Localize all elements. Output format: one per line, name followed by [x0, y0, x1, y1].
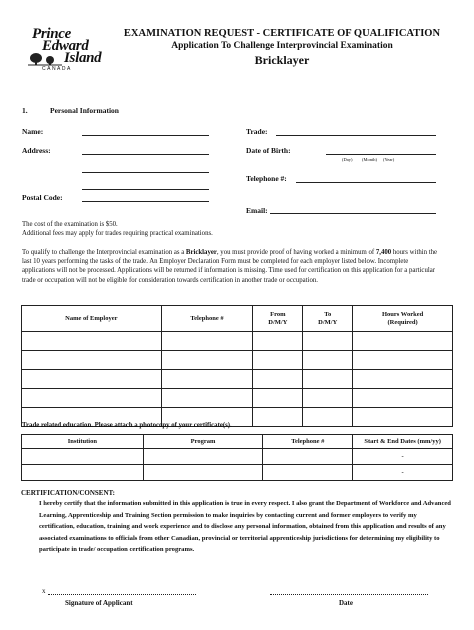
employer-col-hours: Hours Worked (Required) [353, 306, 453, 332]
email-field[interactable] [270, 213, 436, 214]
trade-field[interactable] [276, 135, 436, 136]
employer-col-to: To D/M/Y [303, 306, 353, 332]
employer-col-name: Name of Employer [22, 306, 162, 332]
form-title: EXAMINATION REQUEST - CERTIFICATE OF QUALIFICATION [123, 28, 441, 39]
instructions-hours: 7,400 [375, 249, 392, 256]
logo-text-line1: Prince [32, 26, 72, 42]
employer-col-telephone: Telephone # [161, 306, 253, 332]
logo-country: CANADA [42, 66, 72, 72]
form-subtitle: Application To Challenge Interprovincial Examination [171, 41, 393, 51]
dob-field[interactable] [326, 154, 436, 155]
address-field-line2[interactable] [82, 172, 209, 173]
dob-year-hint: (Year) [383, 157, 395, 162]
certification-title: CERTIFICATION/CONSENT: [21, 489, 116, 497]
table-row[interactable] [22, 351, 453, 370]
telephone-field[interactable] [296, 182, 436, 183]
trade-label: Trade: [246, 127, 268, 136]
name-label: Name: [22, 127, 44, 136]
education-col-dates: Start & End Dates (mm/yy) [353, 435, 453, 449]
date-field[interactable] [270, 594, 428, 595]
dob-label: Date of Birth: [246, 146, 291, 155]
certification-text: I hereby certify that the information submitted in this application is true in every respect. I also grant the Department of Workforce and Advanced Learning, Apprenticeship and Training Section permission to make inquiries by contacting current and former employers to verify my certification, education, training and work experience and to disclose any personal information, obtained from this application and results of any associated examinations to officials from other Canadian, provincial or territorial apprenticeship jurisdictions for determining my eligibility to participate in trade/ occupation certification programs. [39, 500, 451, 553]
logo-text-line2: Edward [42, 38, 89, 54]
section-title: Personal Information [50, 106, 119, 115]
address-field-line1[interactable] [82, 154, 209, 155]
instructions-post: hours within the last 10 years performing the tasks of the trade. An Employer Declaration Form must be completed for each employer listed below. Incomplete applications will not be processed. Applications will be returned if information is missing. Time used for certification on this application for a particular trade or occupation will not be eligible for consideration towards certification in another trade or occupation. [22, 249, 438, 284]
postal-code-field[interactable] [82, 201, 209, 202]
table-row[interactable] [22, 465, 453, 481]
date-label: Date [339, 599, 353, 607]
dob-day-hint: (Day) [342, 157, 353, 162]
signature-field[interactable] [48, 594, 196, 595]
table-row[interactable] [22, 332, 453, 351]
dob-month-hint: (Month) [362, 157, 377, 162]
instructions-text [22, 248, 442, 285]
address-label: Address: [22, 146, 51, 155]
address-field-line3[interactable] [82, 189, 209, 190]
instructions-mid: , you must provide proof of having worked a minimum of [216, 249, 376, 256]
education-table-header [22, 435, 453, 449]
employer-col-from: From D/M/Y [253, 306, 303, 332]
education-table [21, 434, 453, 481]
name-field[interactable] [82, 135, 209, 136]
section-number: 1. [22, 106, 28, 115]
employer-table [21, 305, 453, 427]
email-label: Email: [246, 206, 268, 215]
fees-text [22, 220, 442, 238]
instructions-trade: Bricklayer [185, 249, 217, 256]
postal-code-label: Postal Code: [22, 193, 63, 202]
table-row[interactable] [22, 449, 453, 465]
fees-line2: Additional fees may apply for trades requiring practical examinations. [22, 230, 213, 238]
education-col-program: Program [143, 435, 263, 449]
table-row[interactable] [22, 370, 453, 389]
signature-x-mark: x [42, 587, 46, 595]
instructions-pre: To qualify to challenge the Interprovincial examination as a [22, 249, 186, 256]
fees-line1: The cost of the examination is $50. [22, 221, 118, 228]
date-separator: - [353, 449, 453, 465]
employer-table-header [22, 306, 453, 332]
education-col-institution: Institution [22, 435, 144, 449]
trade-title: Bricklayer [254, 53, 310, 67]
logo-text-line3: Island [64, 50, 102, 66]
tree-icon [28, 52, 62, 66]
signature-label: Signature of Applicant [65, 599, 133, 607]
education-col-telephone: Telephone # [263, 435, 353, 449]
date-separator: - [353, 465, 453, 481]
prince-edward-island-logo [24, 26, 112, 76]
telephone-label: Telephone #: [246, 174, 287, 183]
certification-section [21, 488, 453, 556]
table-row[interactable] [22, 389, 453, 408]
education-note: Trade related education. Please attach a photocopy of your certificate(s). [22, 422, 232, 429]
